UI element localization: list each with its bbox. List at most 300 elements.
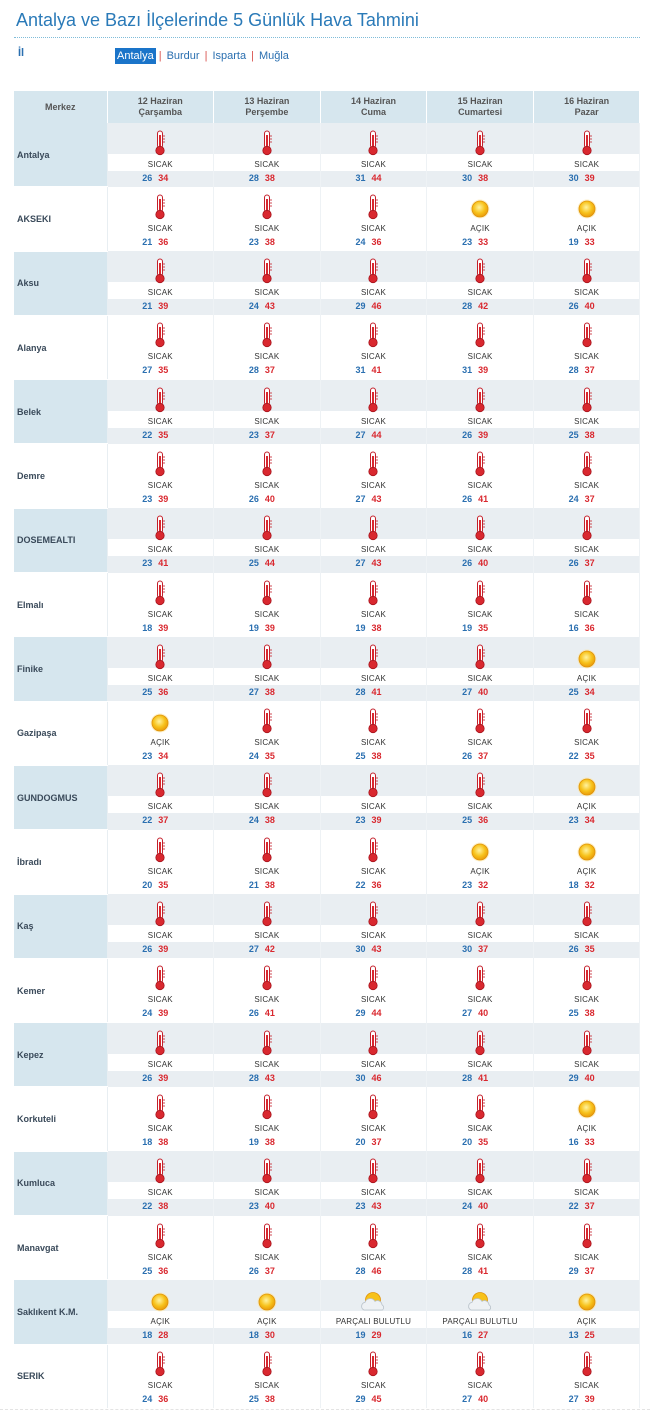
low-temp: 19 — [355, 1329, 366, 1340]
forecast-cell — [320, 1216, 427, 1280]
thermometer-icon — [534, 1151, 640, 1184]
low-temp: 27 — [462, 1008, 473, 1019]
table-row — [14, 444, 640, 508]
high-temp: 37 — [264, 365, 275, 376]
condition-label: SICAK — [360, 738, 386, 748]
low-temp: 28 — [462, 301, 473, 312]
low-temp: 23 — [355, 1201, 366, 1212]
temperature-range — [417, 1006, 533, 1020]
forecast-cell — [533, 380, 640, 444]
temperature-range — [417, 1071, 533, 1085]
forecast-cell — [533, 765, 640, 829]
city-name: DOSEMEALTI — [14, 508, 107, 572]
forecast-cell — [214, 637, 321, 701]
city-name: Belek — [14, 380, 107, 444]
table-row — [14, 573, 640, 637]
condition-label: SICAK — [467, 352, 493, 362]
temperature-range — [417, 1199, 533, 1213]
low-temp: 20 — [355, 1136, 366, 1147]
high-temp: 35 — [478, 622, 489, 633]
forecast-cell — [107, 1280, 214, 1344]
temperature-range — [524, 363, 640, 377]
high-temp: 37 — [584, 1265, 595, 1276]
temperature-range — [204, 171, 320, 185]
low-temp: 26 — [142, 944, 153, 955]
low-temp: 27 — [462, 686, 473, 697]
temperature-range — [204, 556, 320, 570]
temperature-range — [98, 942, 214, 956]
thermometer-icon — [108, 958, 214, 991]
temperature-range — [204, 1071, 320, 1085]
thermometer-icon — [214, 958, 320, 991]
high-temp: 41 — [478, 1265, 489, 1276]
low-temp: 27 — [248, 686, 259, 697]
day-header — [533, 91, 640, 123]
low-temp: 30 — [462, 944, 473, 955]
province-label: İl — [18, 47, 25, 59]
thermometer-icon — [534, 958, 640, 991]
high-temp: 39 — [158, 944, 169, 955]
high-temp: 42 — [264, 944, 275, 955]
high-temp: 39 — [584, 1394, 595, 1405]
low-temp: 29 — [355, 301, 366, 312]
low-temp: 28 — [355, 686, 366, 697]
temperature-range — [524, 1199, 640, 1213]
thermometer-icon — [214, 251, 320, 284]
high-temp: 38 — [264, 1394, 275, 1405]
forecast-cell — [214, 187, 321, 251]
thermometer-icon — [108, 315, 214, 348]
forecast-cell — [107, 315, 214, 379]
high-temp: 41 — [264, 1008, 275, 1019]
condition-label: PARÇALI BULUTLU — [442, 1316, 518, 1326]
forecast-cell — [214, 894, 321, 958]
forecast-cell — [320, 1344, 427, 1408]
forecast-cell — [427, 123, 534, 187]
thermometer-icon — [214, 315, 320, 348]
low-temp: 23 — [142, 558, 153, 569]
high-temp: 36 — [371, 236, 382, 247]
page-title: Antalya ve Bazı İlçelerinde 5 Günlük Hava Tahmini — [16, 10, 419, 30]
forecast-cell — [107, 958, 214, 1022]
low-temp: 27 — [355, 429, 366, 440]
condition-label: SICAK — [254, 223, 280, 233]
high-temp: 35 — [584, 751, 595, 762]
city-name: Kemer — [14, 958, 107, 1022]
high-temp: 36 — [158, 686, 169, 697]
high-temp: 38 — [371, 622, 382, 633]
city-name: Korkuteli — [14, 1087, 107, 1151]
thermometer-icon — [214, 187, 320, 220]
low-temp: 22 — [142, 429, 153, 440]
thermometer-icon — [108, 1023, 214, 1056]
temperature-range — [204, 428, 320, 442]
thermometer-icon — [427, 637, 533, 670]
forecast-cell — [427, 958, 534, 1022]
high-temp: 33 — [584, 236, 595, 247]
forecast-cell — [427, 1087, 534, 1151]
temperature-range — [98, 363, 214, 377]
condition-label: SICAK — [147, 352, 173, 362]
condition-label: SICAK — [147, 545, 173, 555]
condition-label: SICAK — [360, 480, 386, 490]
low-temp: 23 — [462, 236, 473, 247]
high-temp: 43 — [371, 944, 382, 955]
thermometer-icon — [321, 701, 427, 734]
thermometer-icon — [108, 894, 214, 927]
condition-label: SICAK — [360, 1188, 386, 1198]
thermometer-icon — [214, 1344, 320, 1377]
forecast-cell — [320, 701, 427, 765]
table-row — [14, 701, 640, 765]
condition-label: SICAK — [574, 288, 600, 298]
low-temp: 19 — [568, 236, 579, 247]
condition-label: SICAK — [254, 480, 280, 490]
high-temp: 38 — [158, 1136, 169, 1147]
forecast-cell — [107, 1151, 214, 1215]
thermometer-icon — [321, 830, 427, 863]
high-temp: 32 — [584, 879, 595, 890]
condition-label: SICAK — [467, 1381, 493, 1391]
day-weekday: Cumartesi — [458, 107, 503, 117]
forecast-cell — [214, 315, 321, 379]
temperature-range — [98, 556, 214, 570]
thermometer-icon — [214, 444, 320, 477]
condition-label: SICAK — [147, 416, 173, 426]
high-temp: 38 — [264, 1136, 275, 1147]
high-temp: 37 — [158, 815, 169, 826]
forecast-cell — [320, 573, 427, 637]
province-tab-antalya[interactable]: Antalya — [117, 50, 154, 62]
temperature-range — [524, 685, 640, 699]
high-temp: 35 — [584, 944, 595, 955]
condition-label: SICAK — [574, 995, 600, 1005]
temperature-range — [524, 299, 640, 313]
tab-separator: | — [204, 50, 208, 62]
condition-label: SICAK — [467, 1252, 493, 1262]
low-temp: 28 — [248, 365, 259, 376]
condition-label: SICAK — [147, 931, 173, 941]
thermometer-icon — [214, 1151, 320, 1184]
low-temp: 26 — [568, 301, 579, 312]
thermometer-icon — [321, 958, 427, 991]
city-name: Alanya — [14, 315, 107, 379]
forecast-cell — [533, 444, 640, 508]
thermometer-icon — [108, 444, 214, 477]
forecast-cell — [320, 123, 427, 187]
low-temp: 13 — [568, 1329, 579, 1340]
forecast-cell — [107, 1344, 214, 1408]
condition-label: SICAK — [574, 352, 600, 362]
city-name: Kepez — [14, 1023, 107, 1087]
temperature-range — [311, 1071, 427, 1085]
condition-label: PARÇALI BULUTLU — [335, 1316, 412, 1326]
high-temp: 43 — [371, 1201, 382, 1212]
high-temp: 35 — [478, 1136, 489, 1147]
thermometer-icon — [321, 1151, 427, 1184]
condition-label: AÇIK — [576, 866, 597, 876]
low-temp: 26 — [248, 493, 259, 504]
thermometer-icon — [427, 251, 533, 284]
low-temp: 28 — [462, 1072, 473, 1083]
temperature-range — [98, 621, 214, 635]
low-temp: 27 — [568, 1394, 579, 1405]
forecast-cell — [427, 1151, 534, 1215]
forecast-cell — [107, 1216, 214, 1280]
high-temp: 30 — [264, 1329, 275, 1340]
day-date: 15 Haziran — [457, 96, 503, 106]
high-temp: 38 — [478, 173, 489, 183]
low-temp: 21 — [142, 301, 153, 312]
temperature-range — [311, 235, 427, 249]
condition-label: SICAK — [467, 416, 493, 426]
sun-icon — [534, 830, 640, 863]
condition-label: SICAK — [147, 1188, 173, 1198]
forecast-cell — [107, 573, 214, 637]
low-temp: 24 — [248, 751, 259, 762]
condition-label: SICAK — [574, 160, 600, 169]
temperature-range — [524, 749, 640, 763]
temperature-range — [524, 1264, 640, 1278]
high-temp: 38 — [584, 1008, 595, 1019]
forecast-cell — [427, 380, 534, 444]
tab-separator: | — [251, 50, 254, 62]
forecast-cell — [533, 187, 640, 251]
condition-label: SICAK — [467, 609, 493, 619]
high-temp: 37 — [264, 1265, 275, 1276]
high-temp: 39 — [158, 1072, 169, 1083]
high-temp: 41 — [158, 558, 169, 569]
temperature-range — [417, 878, 533, 892]
forecast-cell — [320, 380, 427, 444]
low-temp: 22 — [568, 1201, 579, 1212]
temperature-range — [311, 171, 427, 185]
temperature-range — [417, 428, 533, 442]
condition-label: SICAK — [147, 995, 173, 1005]
high-temp: 38 — [264, 879, 275, 890]
table-row — [14, 251, 640, 315]
low-temp: 27 — [142, 365, 153, 376]
low-temp: 24 — [248, 815, 259, 826]
day-weekday: Pazar — [574, 107, 599, 117]
table-row — [14, 1087, 640, 1151]
temperature-range — [204, 749, 320, 763]
temperature-range — [524, 813, 640, 827]
thermometer-icon — [427, 1216, 533, 1249]
condition-label: SICAK — [467, 1059, 493, 1069]
province-tab-burdur[interactable]: Burdur — [166, 50, 200, 62]
low-temp: 24 — [248, 301, 259, 312]
temperature-range — [311, 1006, 427, 1020]
thermometer-icon — [321, 444, 427, 477]
temperature-range — [524, 1071, 640, 1085]
forecast-cell — [320, 958, 427, 1022]
forecast-cell — [107, 765, 214, 829]
forecast-cell — [533, 958, 640, 1022]
forecast-cell — [320, 765, 427, 829]
high-temp: 38 — [584, 429, 595, 440]
thermometer-icon — [214, 1023, 320, 1056]
temperature-range — [204, 1328, 320, 1342]
high-temp: 32 — [478, 879, 489, 890]
table-row — [14, 315, 640, 379]
low-temp: 25 — [248, 558, 259, 569]
sun-icon — [427, 830, 533, 863]
sun-icon — [534, 1087, 640, 1120]
high-temp: 43 — [371, 493, 382, 504]
condition-label: SICAK — [254, 1188, 280, 1198]
condition-label: AÇIK — [576, 673, 597, 683]
high-temp: 38 — [158, 1201, 169, 1212]
low-temp: 28 — [248, 173, 259, 183]
high-temp: 43 — [264, 1072, 275, 1083]
forecast-cell — [533, 1151, 640, 1215]
condition-label: AÇIK — [150, 1316, 171, 1326]
thermometer-icon — [534, 508, 640, 541]
temperature-range — [417, 171, 533, 185]
temperature-range — [524, 878, 640, 892]
forecast-cell — [533, 315, 640, 379]
table-row — [14, 1344, 640, 1408]
high-temp: 36 — [158, 236, 169, 247]
condition-label: SICAK — [254, 288, 280, 298]
low-temp: 24 — [462, 1201, 473, 1212]
condition-label: SICAK — [360, 931, 386, 941]
temperature-range — [417, 621, 533, 635]
condition-label: SICAK — [254, 352, 280, 362]
thermometer-icon — [321, 251, 427, 284]
table-row — [14, 830, 640, 894]
forecast-cell — [320, 444, 427, 508]
forecast-cell — [107, 637, 214, 701]
condition-label: SICAK — [467, 480, 493, 490]
low-temp: 25 — [355, 751, 366, 762]
condition-label: SICAK — [467, 288, 493, 298]
low-temp: 28 — [248, 1072, 259, 1083]
temperature-range — [204, 1264, 320, 1278]
high-temp: 42 — [478, 301, 489, 312]
high-temp: 36 — [158, 1394, 169, 1405]
forecast-cell — [214, 765, 321, 829]
low-temp: 18 — [568, 879, 579, 890]
thermometer-icon — [427, 894, 533, 927]
thermometer-icon — [214, 380, 320, 413]
condition-label: SICAK — [467, 673, 493, 683]
temperature-range — [417, 1264, 533, 1278]
condition-label: AÇIK — [257, 1316, 277, 1326]
temperature-range — [98, 1135, 214, 1149]
high-temp: 40 — [478, 1008, 489, 1019]
high-temp: 34 — [584, 686, 595, 697]
temperature-range — [524, 235, 640, 249]
low-temp: 23 — [355, 815, 366, 826]
condition-label: SICAK — [360, 545, 386, 555]
forecast-cell — [107, 701, 214, 765]
temperature-range — [311, 299, 427, 313]
city-name: Manavgat — [14, 1216, 107, 1280]
temperature-range — [98, 1328, 214, 1342]
thermometer-icon — [108, 1216, 214, 1249]
condition-label: SICAK — [254, 673, 280, 683]
condition-label: SICAK — [147, 1381, 173, 1391]
high-temp: 40 — [584, 1072, 595, 1083]
thermometer-icon — [534, 380, 640, 413]
low-temp: 29 — [568, 1072, 579, 1083]
province-tab-isparta[interactable]: Isparta — [212, 50, 247, 62]
table-row — [14, 1023, 640, 1087]
low-temp: 21 — [142, 236, 153, 247]
temperature-range — [98, 685, 214, 699]
condition-label: SICAK — [467, 1188, 493, 1198]
forecast-cell — [533, 1216, 640, 1280]
high-temp: 36 — [158, 1265, 169, 1276]
high-temp: 33 — [584, 1136, 595, 1147]
province-tab-mugla[interactable]: Muğla — [258, 50, 289, 62]
forecast-cell — [427, 701, 534, 765]
condition-label: SICAK — [254, 160, 280, 169]
low-temp: 23 — [462, 879, 473, 890]
table-row — [14, 1280, 640, 1344]
condition-label: SICAK — [360, 1123, 386, 1133]
temperature-range — [311, 492, 427, 506]
thermometer-icon — [321, 573, 427, 606]
forecast-cell — [214, 380, 321, 444]
table-row — [14, 765, 640, 829]
thermometer-icon — [214, 1087, 320, 1120]
thermometer-icon — [534, 1023, 640, 1056]
low-temp: 28 — [568, 365, 579, 376]
temperature-range — [417, 556, 533, 570]
thermometer-icon — [321, 637, 427, 670]
high-temp: 44 — [371, 1008, 382, 1019]
temperature-range — [204, 621, 320, 635]
low-temp: 27 — [355, 493, 366, 504]
forecast-cell — [427, 1023, 534, 1087]
temperature-range — [417, 942, 533, 956]
thermometer-icon — [214, 830, 320, 863]
thermometer-icon — [214, 894, 320, 927]
thermometer-icon — [214, 123, 320, 156]
condition-label: SICAK — [574, 1059, 600, 1069]
low-temp: 24 — [568, 493, 579, 504]
low-temp: 18 — [142, 1136, 153, 1147]
condition-label: SICAK — [574, 1188, 600, 1198]
condition-label: SICAK — [254, 1123, 280, 1133]
high-temp: 43 — [371, 558, 382, 569]
condition-label: SICAK — [254, 802, 280, 812]
condition-label: SICAK — [254, 609, 280, 619]
temperature-range — [524, 492, 640, 506]
temperature-range — [98, 235, 214, 249]
condition-label: SICAK — [467, 738, 493, 748]
forecast-cell — [533, 1087, 640, 1151]
sun-icon — [534, 187, 640, 220]
thermometer-icon — [427, 508, 533, 541]
temperature-range — [417, 363, 533, 377]
condition-label: SICAK — [360, 223, 386, 233]
condition-label: SICAK — [574, 609, 600, 619]
forecast-cell — [320, 508, 427, 572]
temperature-range — [204, 813, 320, 827]
high-temp: 35 — [158, 365, 169, 376]
condition-label: SICAK — [574, 1252, 600, 1262]
condition-label: SICAK — [147, 223, 173, 233]
forecast-cell — [320, 1151, 427, 1215]
low-temp: 23 — [568, 815, 579, 826]
low-temp: 25 — [568, 429, 579, 440]
high-temp: 37 — [371, 1136, 382, 1147]
condition-label: SICAK — [360, 1059, 386, 1069]
